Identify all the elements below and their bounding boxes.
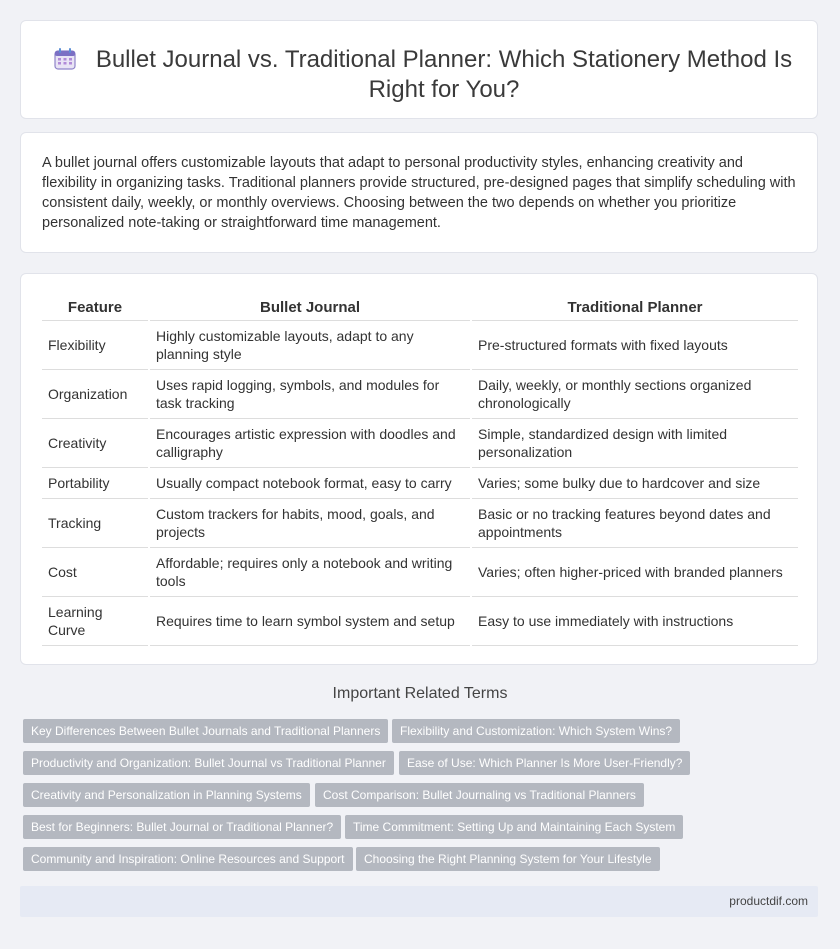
intro-paragraph: A bullet journal offers customizable layouts that adapt to personal productivity styles, enhancing creativity and flexibility in organizing tasks. Traditional planners provide structured, pre-designed pages that simplify scheduling with consistent daily, weekly, or monthly overviews. Choosing between the two depends on whether you prioritize personalized note-taking or straightforward time management. xyxy=(42,155,796,231)
related-term-tag[interactable]: Best for Beginners: Bullet Journal or Traditional Planner? xyxy=(23,815,341,839)
cell-traditional-planner: Basic or no tracking features beyond dates and appointments xyxy=(471,499,798,548)
related-term-tag[interactable]: Time Commitment: Setting Up and Maintaining Each System xyxy=(345,815,683,839)
cell-feature: Cost xyxy=(42,548,149,597)
comparison-table xyxy=(42,294,798,646)
footer-site-link[interactable]: productdif.com xyxy=(729,894,808,908)
cell-traditional-planner: Varies; often higher-priced with branded planners xyxy=(471,548,798,597)
cell-bullet-journal: Uses rapid logging, symbols, and modules for task tracking xyxy=(149,370,471,419)
table-row xyxy=(42,597,798,646)
related-term-tag[interactable]: Flexibility and Customization: Which System Wins? xyxy=(392,719,680,743)
table-row xyxy=(42,499,798,548)
table-row xyxy=(42,419,798,468)
calendar-icon xyxy=(52,46,78,72)
cell-feature: Learning Curve xyxy=(42,597,149,646)
cell-traditional-planner: Simple, standardized design with limited personalization xyxy=(471,419,798,468)
cell-traditional-planner: Easy to use immediately with instructions xyxy=(471,597,798,646)
related-term-tag[interactable]: Creativity and Personalization in Planning Systems xyxy=(23,783,310,807)
related-term-tag[interactable]: Productivity and Organization: Bullet Journal vs Traditional Planner xyxy=(23,751,394,775)
table-row xyxy=(42,468,798,499)
cell-bullet-journal: Highly customizable layouts, adapt to any planning style xyxy=(149,321,471,370)
cell-bullet-journal: Encourages artistic expression with doodles and calligraphy xyxy=(149,419,471,468)
related-term-tag[interactable]: Cost Comparison: Bullet Journaling vs Traditional Planners xyxy=(315,783,644,807)
comparison-card xyxy=(20,273,818,665)
table-row xyxy=(42,370,798,419)
cell-bullet-journal: Requires time to learn symbol system and setup xyxy=(149,597,471,646)
table-header-row xyxy=(42,294,798,321)
intro-card xyxy=(20,132,818,253)
cell-traditional-planner: Varies; some bulky due to hardcover and size xyxy=(471,468,798,499)
cell-feature: Organization xyxy=(42,370,149,419)
cell-feature: Portability xyxy=(42,468,149,499)
cell-feature: Flexibility xyxy=(42,321,149,370)
header-feature: Feature xyxy=(42,294,149,321)
cell-traditional-planner: Daily, weekly, or monthly sections organized chronologically xyxy=(471,370,798,419)
cell-bullet-journal: Affordable; requires only a notebook and writing tools xyxy=(149,548,471,597)
header-bullet-journal: Bullet Journal xyxy=(149,294,471,321)
cell-traditional-planner: Pre-structured formats with fixed layouts xyxy=(471,321,798,370)
cell-bullet-journal: Usually compact notebook format, easy to carry xyxy=(149,468,471,499)
cell-feature: Tracking xyxy=(42,499,149,548)
cell-feature: Creativity xyxy=(42,419,149,468)
related-term-tag[interactable]: Key Differences Between Bullet Journals and Traditional Planners xyxy=(23,719,388,743)
header-traditional-planner: Traditional Planner xyxy=(471,294,798,321)
header-card xyxy=(20,20,818,119)
related-term-tag[interactable]: Ease of Use: Which Planner Is More User-Friendly? xyxy=(399,751,690,775)
related-term-tag[interactable]: Choosing the Right Planning System for Your Lifestyle xyxy=(356,847,660,871)
table-row xyxy=(42,548,798,597)
cell-bullet-journal: Custom trackers for habits, mood, goals, and projects xyxy=(149,499,471,548)
table-row xyxy=(42,321,798,370)
footer xyxy=(20,886,818,917)
page-title: Bullet Journal vs. Traditional Planner: Which Stationery Method Is Right for You? xyxy=(95,46,793,103)
related-terms-heading: Important Related Terms xyxy=(332,685,508,702)
related-term-tag[interactable]: Community and Inspiration: Online Resources and Support xyxy=(23,847,353,871)
